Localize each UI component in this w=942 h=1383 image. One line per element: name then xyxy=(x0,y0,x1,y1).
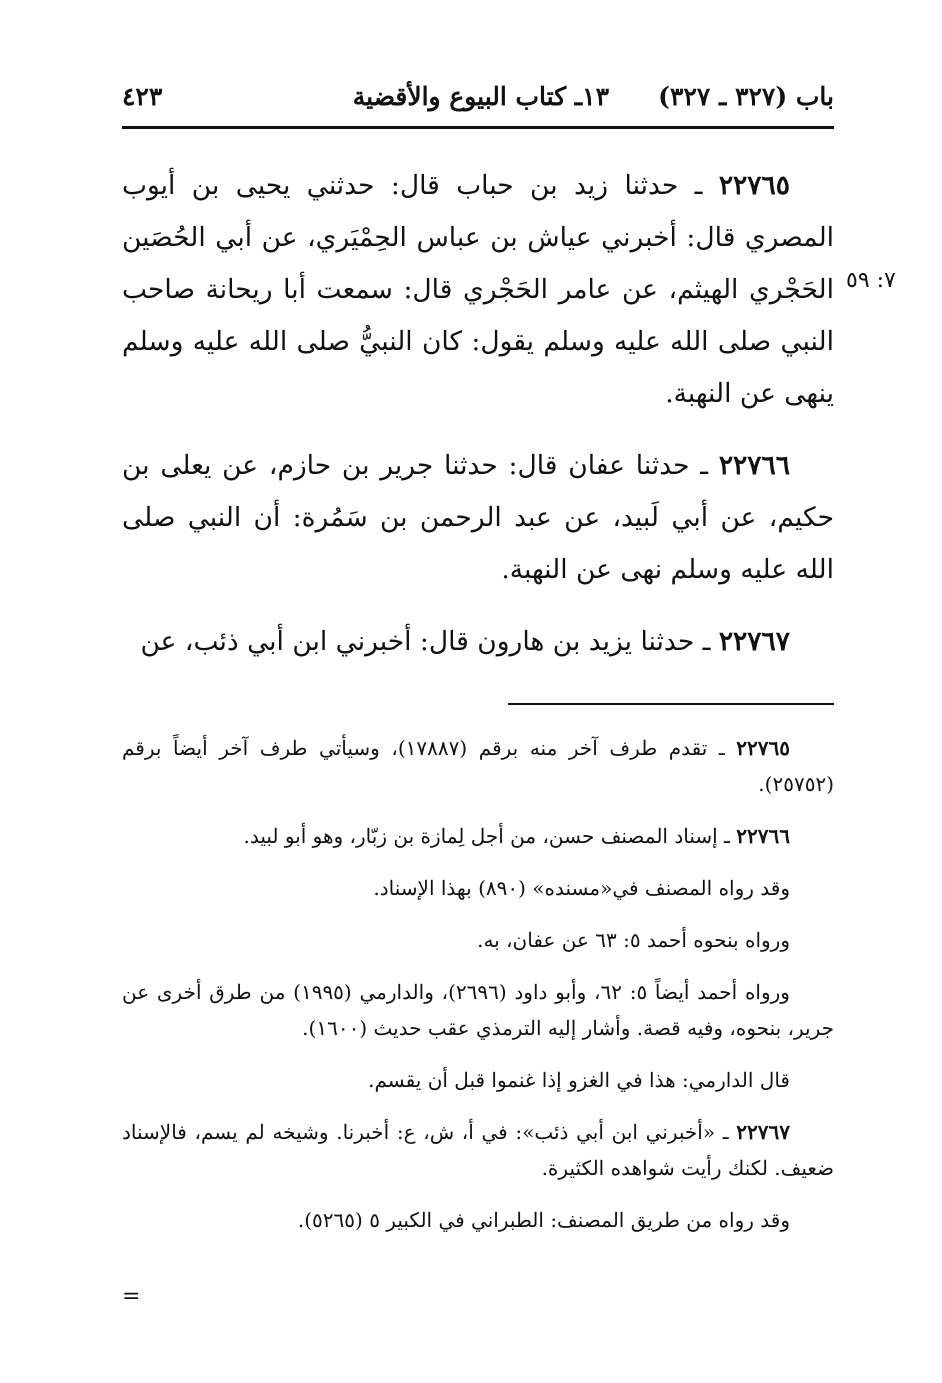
hadith-paragraph xyxy=(122,616,834,668)
footnote-text: ورواه أحمد أيضاً ٥: ٦٢، وأبو داود (٢٦٩٦)، والدارمي (١٩٩٥) من طرق أخرى عن جرير، بنحوه، وفيه قصة. وأشار إليه الترمذي عقب حديث (١٦٠٠). xyxy=(122,980,834,1040)
footnote-number: ٢٢٧٦٧ xyxy=(736,1120,791,1144)
hadith-text: ـ حدثنا زيد بن حباب قال: حدثني يحيى بن أيوب المصري قال: أخبرني عياش بن عباس الحِمْيَري، عن أبي الحُصَين الحَجْري الهيثم، عن عامر الحَجْري قال: سمعت أبا ريحانة صاحب النبي صلى الله عليه وسلم يقول: كان النبيُّ صلى الله عليه وسلم ينهى عن النهبة. xyxy=(122,170,834,409)
page-header xyxy=(122,82,834,122)
hadith-number: ٢٢٧٦٧ xyxy=(718,626,790,657)
header-divider xyxy=(122,126,834,129)
hadith-text: ـ حدثنا يزيد بن هارون قال: أخبرني ابن أبي ذئب، عن xyxy=(140,626,719,657)
hadith-paragraph xyxy=(122,160,834,420)
footnote-text: ـ «أخبرني ابن أبي ذئب»: في أ، ش، ع: أخبرنا. وشيخه لم يسم، فالإسناد ضعيف. لكنك رأيت شواهده الكثيرة. xyxy=(122,1120,834,1180)
page-number: ٤٢٣ xyxy=(122,82,163,111)
footnote-text: وقد رواه المصنف في«مسنده» (٨٩٠) بهذا الإسناد. xyxy=(373,876,790,900)
main-text xyxy=(122,160,834,688)
chapter-title: باب (٣٢٧ ـ ٣٢٧) xyxy=(658,82,834,111)
footnote-text: ـ إسناد المصنف حسن، من أجل لِمازة بن زبّار، وهو أبو لبيد. xyxy=(243,824,737,848)
footnote xyxy=(122,1202,834,1238)
continuation-mark: = xyxy=(122,1284,141,1309)
hadith-number: ٢٢٧٦٥ xyxy=(718,170,790,201)
footnote-divider xyxy=(508,703,834,705)
footnote-number: ٢٢٧٦٦ xyxy=(736,824,790,848)
hadith-number: ٢٢٧٦٦ xyxy=(718,450,790,481)
book-title: ١٣ـ كتاب البيوع والأقضية xyxy=(352,82,609,111)
footnote xyxy=(122,974,834,1046)
footnote-text: ورواه بنحوه أحمد ٥: ٦٣ عن عفان، به. xyxy=(477,928,790,952)
footnote-number: ٢٢٧٦٥ xyxy=(736,736,791,760)
footnote xyxy=(122,1114,834,1186)
footnote xyxy=(122,922,834,958)
footnote xyxy=(122,870,834,906)
footnote xyxy=(122,730,834,802)
footnote xyxy=(122,818,834,854)
footnote-text: وقد رواه من طريق المصنف: الطبراني في الكبير ٥ (٥٢٦٥). xyxy=(297,1208,790,1232)
hadith-text: ـ حدثنا عفان قال: حدثنا جرير بن حازم، عن يعلى بن حكيم، عن أبي لَبيد، عن عبد الرحمن بن سَمُرة: أن النبي صلى الله عليه وسلم نهى عن النهبة. xyxy=(122,450,834,585)
footnote xyxy=(122,1062,834,1098)
hadith-paragraph xyxy=(122,440,834,596)
footnotes xyxy=(122,730,834,1254)
marginal-reference: ٧: ٥٩ xyxy=(846,268,896,293)
footnote-text: قال الدارمي: هذا في الغزو إذا غنموا قبل أن يقسم. xyxy=(368,1068,790,1092)
footnote-text: ـ تقدم طرف آخر منه برقم (١٧٨٨٧)، وسيأتي طرف آخر أيضاً برقم (٢٥٧٥٢). xyxy=(122,736,834,796)
